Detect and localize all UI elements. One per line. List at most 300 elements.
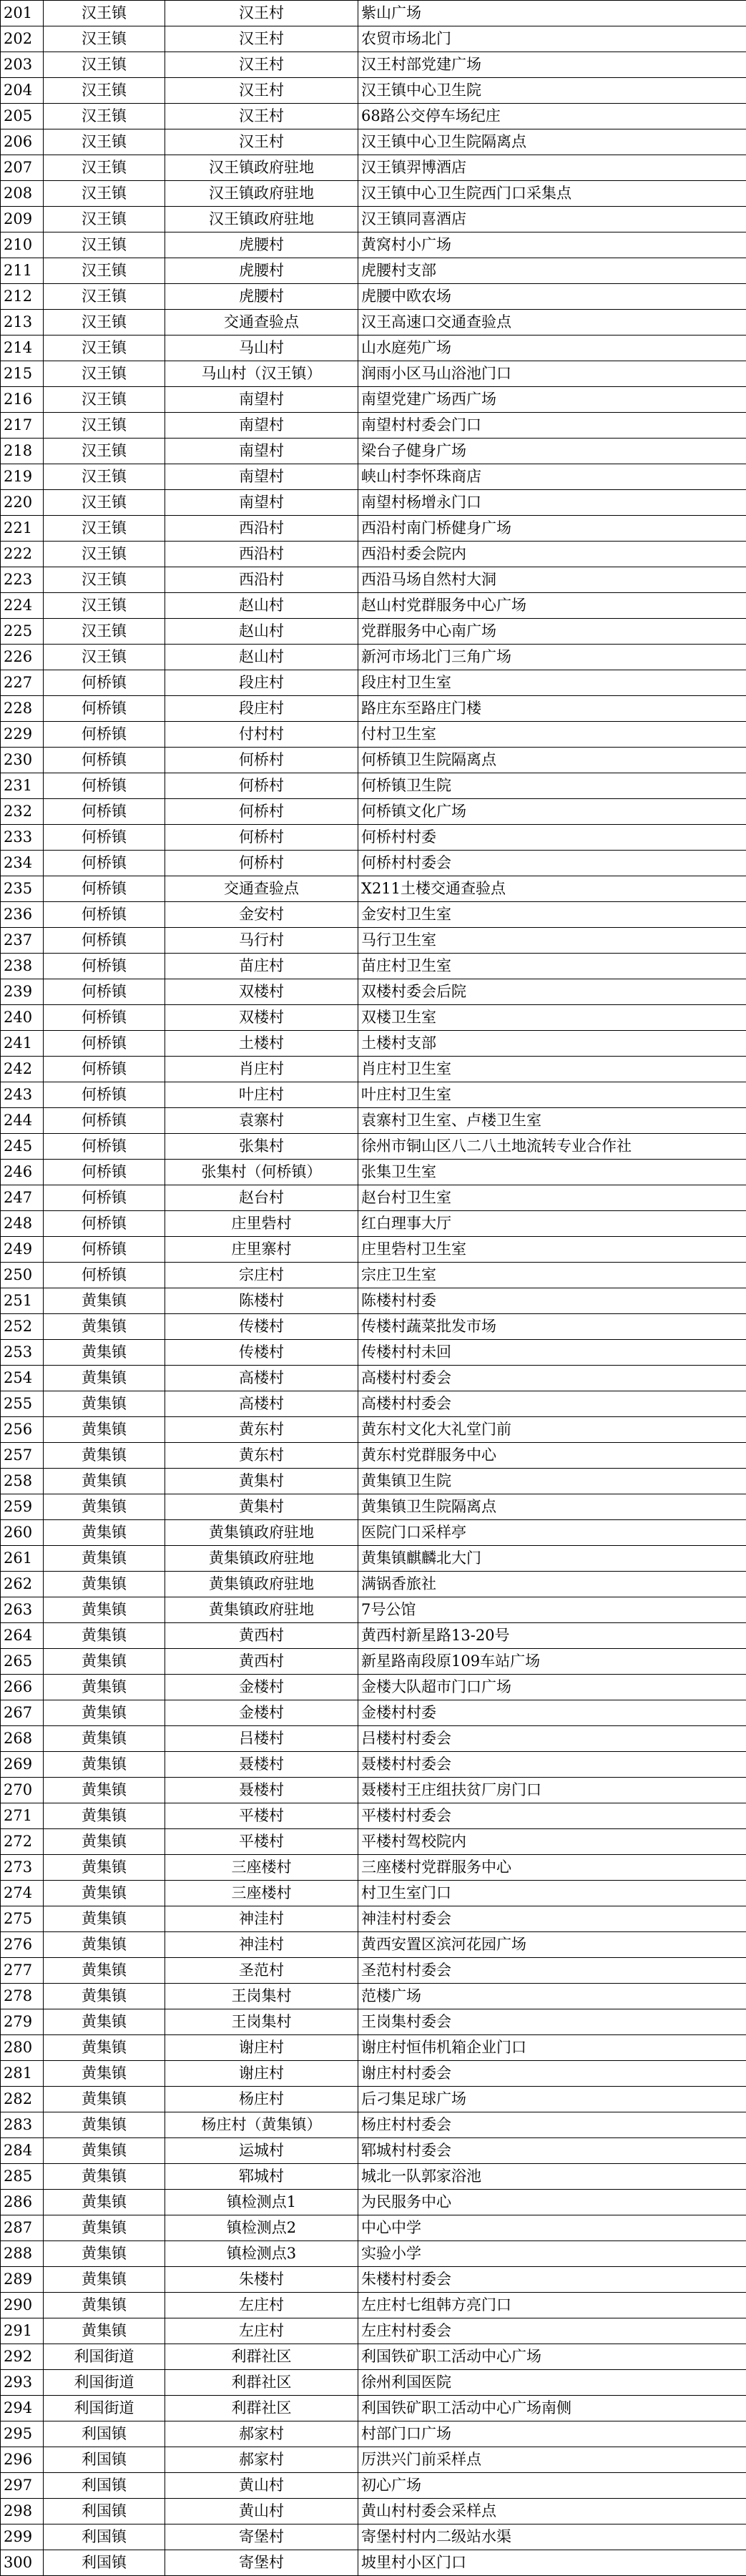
row-number-cell: 213 [1,310,44,336]
table-row [1,1108,746,1134]
site-cell: 王岗集村委会 [358,2009,746,2035]
table-row [1,439,746,464]
town-cell: 黄集镇 [44,1829,165,1855]
village-cell: 镇检测点2 [165,2215,358,2241]
table-row [1,2241,746,2267]
table-row [1,1031,746,1057]
row-number-cell: 285 [1,2164,44,2190]
row-number-cell: 205 [1,104,44,129]
table-row [1,696,746,722]
town-cell: 黄集镇 [44,1906,165,1932]
village-cell: 汉王村 [165,78,358,104]
village-cell: 马山村 [165,336,358,361]
row-number-cell: 220 [1,490,44,516]
row-number-cell: 223 [1,567,44,593]
town-cell: 汉王镇 [44,593,165,619]
site-cell: 城北一队郭家浴池 [358,2164,746,2190]
site-cell: 袁寨村卫生室、卢楼卫生室 [358,1108,746,1134]
site-cell: 肖庄村卫生室 [358,1057,746,1082]
table-row [1,2473,746,2499]
village-cell: 赵山村 [165,645,358,670]
village-cell: 黄东村 [165,1417,358,1443]
site-cell: 红白理事大厅 [358,1211,746,1237]
table-row [1,1855,746,1881]
town-cell: 黄集镇 [44,1597,165,1623]
table-row [1,387,746,413]
town-cell: 何桥镇 [44,876,165,902]
row-number-cell: 272 [1,1829,44,1855]
row-number-cell: 268 [1,1726,44,1752]
site-cell: 汉王镇同喜酒店 [358,207,746,232]
town-cell: 黄集镇 [44,2267,165,2293]
site-cell: 金安村卫生室 [358,902,746,928]
village-cell: 何桥村 [165,851,358,876]
village-cell: 朱楼村 [165,2267,358,2293]
site-cell: 付村卫生室 [358,722,746,748]
table-row [1,1082,746,1108]
town-cell: 利国镇 [44,2421,165,2447]
village-cell: 金安村 [165,902,358,928]
town-cell: 黄集镇 [44,1932,165,1958]
town-cell: 汉王镇 [44,129,165,155]
row-number-cell: 261 [1,1546,44,1572]
town-cell: 何桥镇 [44,1031,165,1057]
table-row [1,773,746,799]
village-cell: 交通查验点 [165,310,358,336]
town-cell: 汉王镇 [44,336,165,361]
town-cell: 黄集镇 [44,2138,165,2164]
table-row [1,2215,746,2241]
site-cell: 黄山村村委会采样点 [358,2499,746,2524]
table-row [1,670,746,696]
row-number-cell: 228 [1,696,44,722]
village-cell: 郓城村 [165,2164,358,2190]
table-row [1,1649,746,1675]
row-number-cell: 211 [1,258,44,284]
town-cell: 何桥镇 [44,979,165,1005]
town-cell: 黄集镇 [44,1520,165,1546]
row-number-cell: 296 [1,2447,44,2473]
site-cell: 黄东村党群服务中心 [358,1443,746,1469]
village-cell: 何桥村 [165,825,358,851]
village-cell: 高楼村 [165,1391,358,1417]
town-cell: 何桥镇 [44,1082,165,1108]
village-cell: 黄集镇政府驻地 [165,1546,358,1572]
table-row [1,1185,746,1211]
table-row [1,902,746,928]
table-row [1,2164,746,2190]
row-number-cell: 252 [1,1314,44,1340]
site-cell: 峡山村李怀珠商店 [358,464,746,490]
village-cell: 谢庄村 [165,2035,358,2061]
table-row [1,876,746,902]
village-cell: 马行村 [165,928,358,954]
village-cell: 郝家村 [165,2421,358,2447]
site-cell: X211土楼交通查验点 [358,876,746,902]
table-row [1,645,746,670]
row-number-cell: 260 [1,1520,44,1546]
site-cell: 传楼村村未回 [358,1340,746,1366]
site-cell: 润雨小区马山浴池门口 [358,361,746,387]
table-row [1,258,746,284]
table-row [1,619,746,645]
site-cell: 高楼村村委会 [358,1366,746,1391]
row-number-cell: 274 [1,1881,44,1906]
site-cell: 何桥镇卫生院隔离点 [358,748,746,773]
table-row [1,1932,746,1958]
town-cell: 黄集镇 [44,1881,165,1906]
row-number-cell: 293 [1,2370,44,2396]
town-cell: 汉王镇 [44,490,165,516]
table-row [1,1288,746,1314]
village-cell: 西沿村 [165,542,358,567]
town-cell: 汉王镇 [44,542,165,567]
site-cell: 神洼村村委会 [358,1906,746,1932]
table-row [1,1778,746,1803]
village-cell: 神洼村 [165,1932,358,1958]
town-cell: 何桥镇 [44,825,165,851]
village-cell: 苗庄村 [165,954,358,979]
site-cell: 何桥镇卫生院 [358,773,746,799]
row-number-cell: 207 [1,155,44,181]
site-cell: 寄堡村村内二级站水渠 [358,2524,746,2550]
row-number-cell: 238 [1,954,44,979]
village-cell: 虎腰村 [165,284,358,310]
row-number-cell: 297 [1,2473,44,2499]
row-number-cell: 222 [1,542,44,567]
town-cell: 汉王镇 [44,387,165,413]
village-cell: 汉王村 [165,1,358,26]
site-cell: 平楼村驾校院内 [358,1829,746,1855]
town-cell: 汉王镇 [44,567,165,593]
site-cell: 黄西村新星路13-20号 [358,1623,746,1649]
row-number-cell: 240 [1,1005,44,1031]
village-cell: 叶庄村 [165,1082,358,1108]
table-row [1,464,746,490]
table-row [1,825,746,851]
table-row [1,567,746,593]
town-cell: 何桥镇 [44,748,165,773]
table-row [1,928,746,954]
row-number-cell: 290 [1,2293,44,2318]
town-cell: 黄集镇 [44,1366,165,1391]
table-row [1,1211,746,1237]
row-number-cell: 241 [1,1031,44,1057]
table-row [1,1057,746,1082]
table-row [1,1984,746,2009]
village-cell: 肖庄村 [165,1057,358,1082]
town-cell: 黄集镇 [44,1314,165,1340]
site-cell: 汉王村部党建广场 [358,52,746,78]
town-cell: 汉王镇 [44,413,165,439]
village-cell: 三座楼村 [165,1881,358,1906]
village-cell: 传楼村 [165,1340,358,1366]
table-row [1,2293,746,2318]
row-number-cell: 300 [1,2550,44,2576]
town-cell: 汉王镇 [44,464,165,490]
table-row [1,1572,746,1597]
village-cell: 谢庄村 [165,2061,358,2087]
site-cell: 叶庄村卫生室 [358,1082,746,1108]
town-cell: 黄集镇 [44,1340,165,1366]
village-cell: 杨庄村（黄集镇） [165,2112,358,2138]
town-cell: 黄集镇 [44,2112,165,2138]
village-cell: 汉王镇政府驻地 [165,181,358,207]
site-cell: 苗庄村卫生室 [358,954,746,979]
town-cell: 何桥镇 [44,1005,165,1031]
town-cell: 汉王镇 [44,52,165,78]
row-number-cell: 286 [1,2190,44,2215]
village-cell: 赵山村 [165,593,358,619]
site-cell: 西沿马场自然村大洞 [358,567,746,593]
village-cell: 镇检测点3 [165,2241,358,2267]
town-cell: 利国街道 [44,2396,165,2421]
village-cell: 南望村 [165,464,358,490]
row-number-cell: 253 [1,1340,44,1366]
table-row [1,490,746,516]
site-cell: 后刁集足球广场 [358,2087,746,2112]
town-cell: 利国镇 [44,2524,165,2550]
town-cell: 黄集镇 [44,1649,165,1675]
town-cell: 何桥镇 [44,1211,165,1237]
table-row [1,1263,746,1288]
town-cell: 何桥镇 [44,954,165,979]
site-cell: 医院门口采样亭 [358,1520,746,1546]
site-cell: 山水庭苑广场 [358,336,746,361]
village-cell: 三座楼村 [165,1855,358,1881]
table-row [1,799,746,825]
row-number-cell: 206 [1,129,44,155]
town-cell: 汉王镇 [44,361,165,387]
row-number-cell: 219 [1,464,44,490]
row-number-cell: 262 [1,1572,44,1597]
table-row [1,542,746,567]
row-number-cell: 230 [1,748,44,773]
town-cell: 黄集镇 [44,2293,165,2318]
village-cell: 王岗集村 [165,2009,358,2035]
village-cell: 南望村 [165,439,358,464]
village-cell: 双楼村 [165,1005,358,1031]
village-cell: 段庄村 [165,696,358,722]
town-cell: 何桥镇 [44,928,165,954]
town-cell: 黄集镇 [44,2215,165,2241]
town-cell: 黄集镇 [44,1443,165,1469]
village-cell: 汉王镇政府驻地 [165,207,358,232]
town-cell: 利国镇 [44,2447,165,2473]
table-row [1,284,746,310]
table-row [1,2447,746,2473]
village-cell: 黄东村 [165,1443,358,1469]
table-row [1,1005,746,1031]
table-row [1,2061,746,2087]
site-cell: 宗庄卫生室 [358,1263,746,1288]
site-cell: 徐州市铜山区八二八土地流转专业合作社 [358,1134,746,1160]
town-cell: 黄集镇 [44,1288,165,1314]
site-cell: 黄集镇卫生院 [358,1469,746,1494]
village-cell: 寄堡村 [165,2550,358,2576]
row-number-cell: 289 [1,2267,44,2293]
village-cell: 交通查验点 [165,876,358,902]
site-cell: 路庄东至路庄门楼 [358,696,746,722]
town-cell: 黄集镇 [44,1546,165,1572]
site-cell: 梁台子健身广场 [358,439,746,464]
site-cell: 南望党建广场西广场 [358,387,746,413]
town-cell: 何桥镇 [44,1237,165,1263]
village-cell: 张集村（何桥镇） [165,1160,358,1185]
table-row [1,1881,746,1906]
village-cell: 利群社区 [165,2396,358,2421]
row-number-cell: 231 [1,773,44,799]
table-row [1,2344,746,2370]
row-number-cell: 267 [1,1700,44,1726]
town-cell: 黄集镇 [44,1700,165,1726]
row-number-cell: 271 [1,1803,44,1829]
table-row [1,979,746,1005]
town-cell: 黄集镇 [44,2318,165,2344]
site-cell: 赵台村卫生室 [358,1185,746,1211]
row-number-cell: 278 [1,1984,44,2009]
village-cell: 汉王镇政府驻地 [165,155,358,181]
table-row [1,2190,746,2215]
village-cell: 运城村 [165,2138,358,2164]
town-cell: 何桥镇 [44,851,165,876]
table-row [1,2138,746,2164]
site-cell: 何桥村村委会 [358,851,746,876]
table-row [1,1803,746,1829]
table-row [1,1469,746,1494]
site-cell: 黄窝村小广场 [358,232,746,258]
site-cell: 利国铁矿职工活动中心广场 [358,2344,746,2370]
site-cell: 郓城村村委会 [358,2138,746,2164]
row-number-cell: 288 [1,2241,44,2267]
row-number-cell: 235 [1,876,44,902]
site-cell: 金楼大队超市门口广场 [358,1675,746,1700]
row-number-cell: 258 [1,1469,44,1494]
row-number-cell: 203 [1,52,44,78]
town-cell: 何桥镇 [44,1263,165,1288]
village-cell: 何桥村 [165,748,358,773]
site-cell: 段庄村卫生室 [358,670,746,696]
site-cell: 村卫生室门口 [358,1881,746,1906]
town-cell: 黄集镇 [44,2164,165,2190]
row-number-cell: 224 [1,593,44,619]
row-number-cell: 292 [1,2344,44,2370]
site-cell: 谢庄村恒伟机箱企业门口 [358,2035,746,2061]
row-number-cell: 210 [1,232,44,258]
table-row [1,1597,746,1623]
town-cell: 黄集镇 [44,1726,165,1752]
site-cell: 马行卫生室 [358,928,746,954]
village-cell: 陈楼村 [165,1288,358,1314]
table-row [1,181,746,207]
row-number-cell: 299 [1,2524,44,2550]
village-cell: 金楼村 [165,1675,358,1700]
town-cell: 黄集镇 [44,2241,165,2267]
village-cell: 汉王村 [165,104,358,129]
table-row [1,1160,746,1185]
table-row [1,2421,746,2447]
row-number-cell: 225 [1,619,44,645]
row-number-cell: 221 [1,516,44,542]
row-number-cell: 232 [1,799,44,825]
village-cell: 王岗集村 [165,1984,358,2009]
row-number-cell: 242 [1,1057,44,1082]
row-number-cell: 216 [1,387,44,413]
table-row [1,1700,746,1726]
village-cell: 庄里砦村 [165,1211,358,1237]
table-row [1,1494,746,1520]
row-number-cell: 250 [1,1263,44,1288]
village-cell: 郝家村 [165,2447,358,2473]
village-cell: 左庄村 [165,2293,358,2318]
village-cell: 汉王村 [165,129,358,155]
table-row [1,310,746,336]
village-cell: 金楼村 [165,1700,358,1726]
row-number-cell: 255 [1,1391,44,1417]
town-cell: 汉王镇 [44,181,165,207]
site-cell: 虎腰中欧农场 [358,284,746,310]
site-cell: 何桥镇文化广场 [358,799,746,825]
site-cell: 杨庄村村委会 [358,2112,746,2138]
table-row [1,1417,746,1443]
row-number-cell: 245 [1,1134,44,1160]
site-cell: 左庄村村委会 [358,2318,746,2344]
village-cell: 聂楼村 [165,1778,358,1803]
site-cell: 紫山广场 [358,1,746,26]
town-cell: 何桥镇 [44,722,165,748]
table-row [1,2318,746,2344]
site-cell: 庄里砦村卫生室 [358,1237,746,1263]
town-cell: 黄集镇 [44,2190,165,2215]
town-cell: 黄集镇 [44,1984,165,2009]
site-cell: 68路公交停车场纪庄 [358,104,746,129]
village-cell: 黄集镇政府驻地 [165,1572,358,1597]
table-row [1,2267,746,2293]
table-row [1,155,746,181]
table-row [1,1443,746,1469]
town-cell: 利国镇 [44,2473,165,2499]
row-number-cell: 239 [1,979,44,1005]
site-cell: 村部门口广场 [358,2421,746,2447]
town-cell: 黄集镇 [44,1391,165,1417]
town-cell: 汉王镇 [44,78,165,104]
town-cell: 何桥镇 [44,696,165,722]
village-cell: 聂楼村 [165,1752,358,1778]
table-row [1,1237,746,1263]
village-cell: 南望村 [165,490,358,516]
town-cell: 利国街道 [44,2344,165,2370]
site-cell: 农贸市场北门 [358,26,746,52]
site-cell: 新星路南段原109车站广场 [358,1649,746,1675]
town-cell: 黄集镇 [44,2061,165,2087]
table-row [1,2035,746,2061]
row-number-cell: 277 [1,1958,44,1984]
row-number-cell: 254 [1,1366,44,1391]
site-cell: 双楼村委会后院 [358,979,746,1005]
row-number-cell: 283 [1,2112,44,2138]
row-number-cell: 208 [1,181,44,207]
table-row [1,1546,746,1572]
row-number-cell: 276 [1,1932,44,1958]
table-row [1,207,746,232]
village-cell: 黄山村 [165,2473,358,2499]
village-cell: 土楼村 [165,1031,358,1057]
town-cell: 黄集镇 [44,1417,165,1443]
row-number-cell: 202 [1,26,44,52]
site-cell: 三座楼村党群服务中心 [358,1855,746,1881]
town-cell: 汉王镇 [44,645,165,670]
site-cell: 朱楼村村委会 [358,2267,746,2293]
